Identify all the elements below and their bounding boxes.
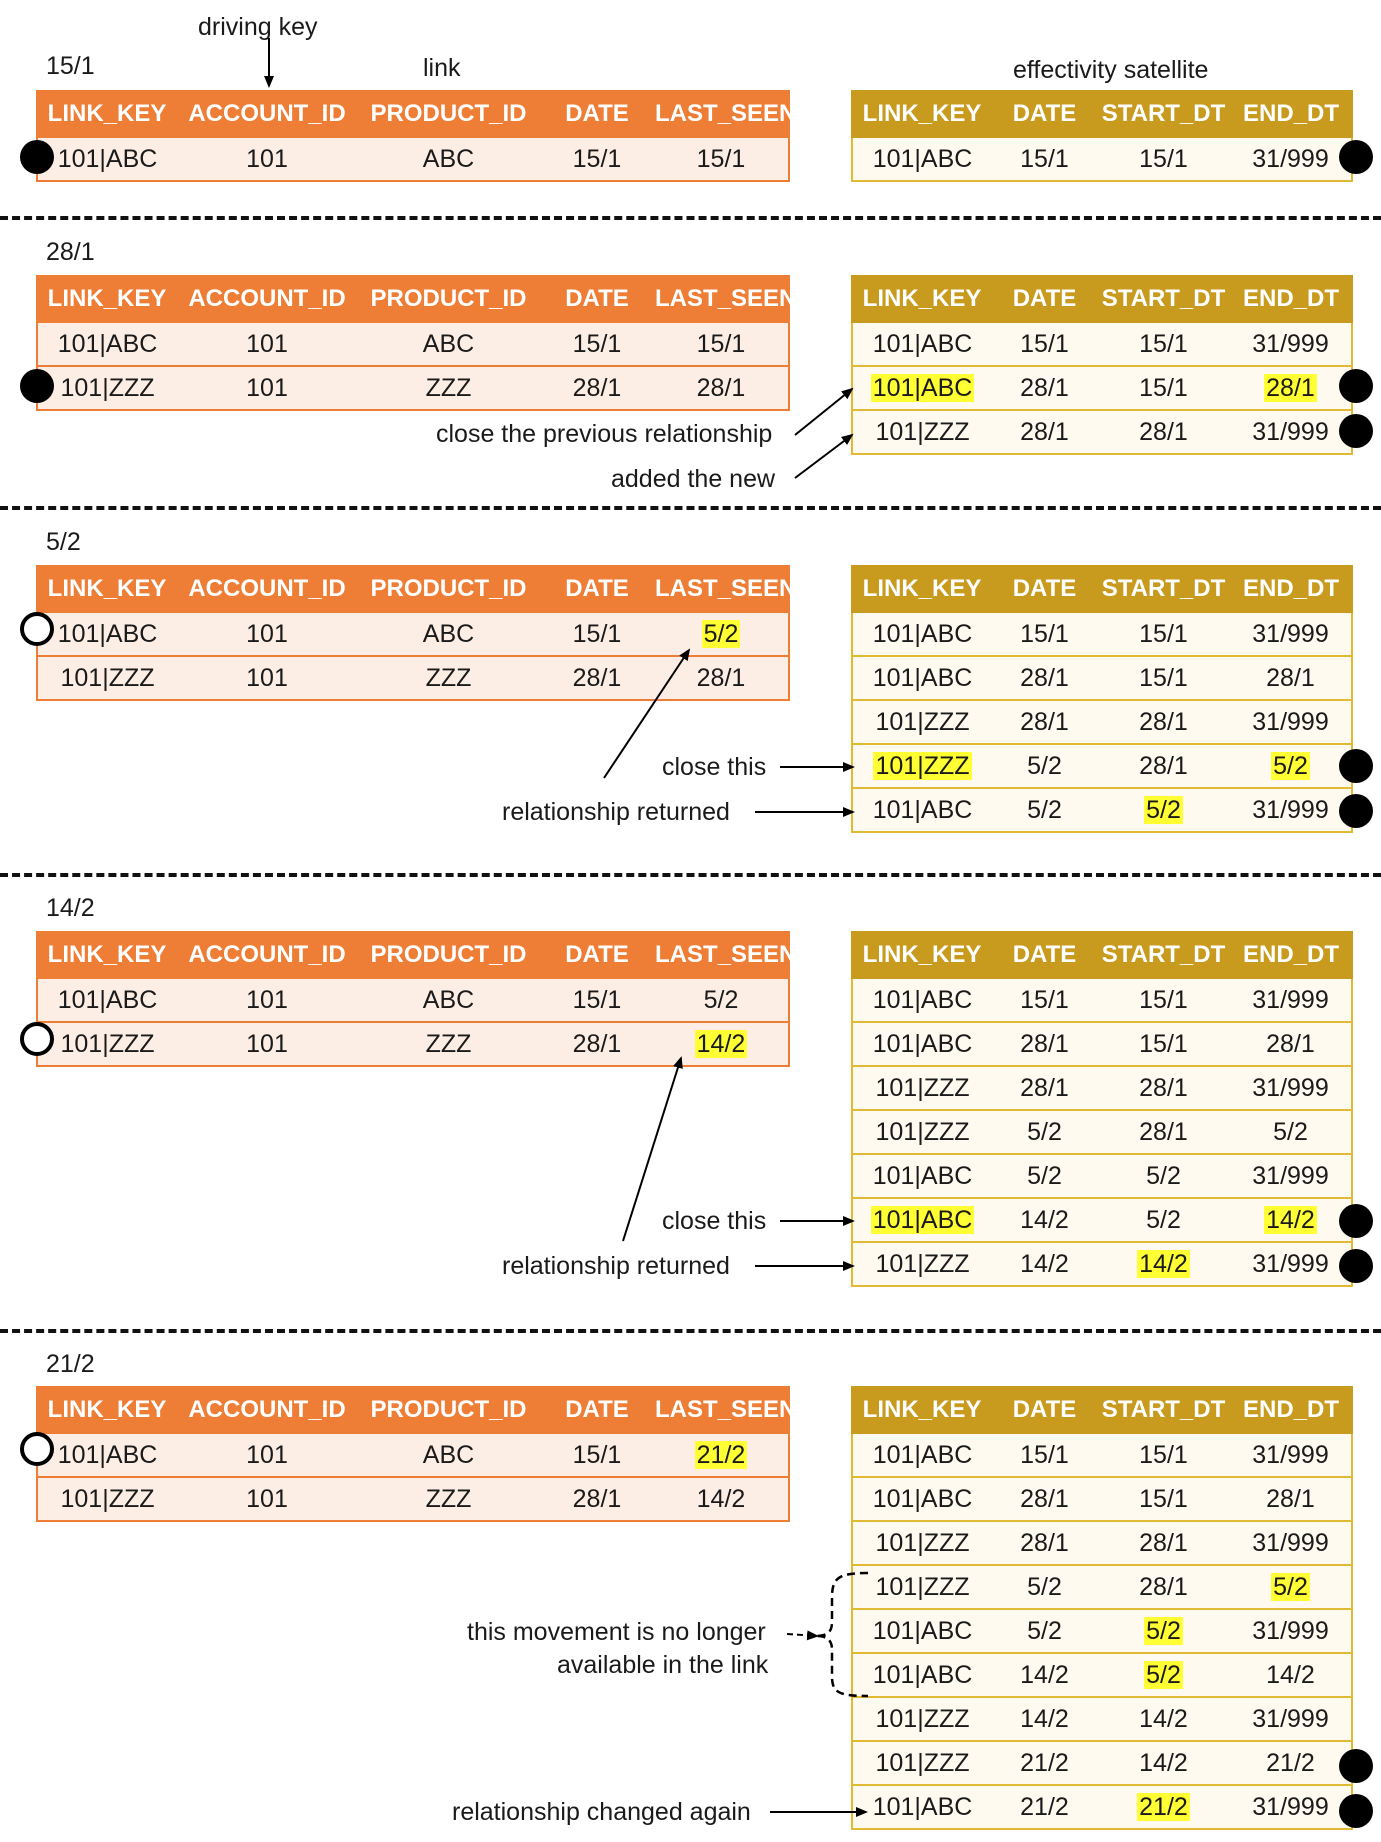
cell: 21/2 [992,1785,1097,1829]
col-product-id: PRODUCT_ID [357,1387,540,1433]
highlighted-value: 21/2 [696,1440,746,1469]
section-date-2: 28/1 [46,238,95,266]
col-link-key: LINK_KEY [852,566,992,612]
arrow-added-new [795,435,852,478]
cell: 101|ABC [37,137,177,181]
highlighted-value: 5/2 [1273,751,1308,780]
cell: 28/1 [992,366,1097,410]
cell: ABC [357,137,540,181]
col-date: DATE [540,91,654,137]
cell: 101|ZZZ [852,1565,992,1609]
cell: 28/1 [992,1477,1097,1521]
cell: 15/1 [540,612,654,656]
col-product-id: PRODUCT_ID [357,91,540,137]
cell: 15/1 [992,322,1097,366]
cell: 28/1 [540,656,654,700]
col-link-key: LINK_KEY [852,91,992,137]
cell: 101|ABC [852,1022,992,1066]
cell: 15/1 [992,612,1097,656]
col-start-dt: START_DT [1097,1387,1230,1433]
annotation-added-new: added the new [611,465,776,493]
cell: 15/1 [992,978,1097,1022]
cell: 28/1 [540,366,654,410]
cell: 5/2 [992,744,1097,788]
arrow-last-seen-5-2 [604,650,689,778]
cell: 28/1 [1230,1477,1352,1521]
cell: 14/2 [654,1477,789,1521]
cell: 14/2 [992,1653,1097,1697]
cell: 5/2 [1097,1154,1230,1198]
cell: 21/2 [1230,1741,1352,1785]
col-product-id: PRODUCT_ID [357,932,540,978]
cell: 15/1 [540,978,654,1022]
col-link-key: LINK_KEY [37,276,177,322]
col-last-seen: LAST_SEEN [654,91,789,137]
cell: 101|ZZZ [852,410,992,454]
cell: 101|ZZZ [852,1697,992,1741]
active-marker [1339,140,1373,174]
cell: ABC [357,322,540,366]
cell: 14/2 [992,1198,1097,1242]
col-date: DATE [540,1387,654,1433]
cell: 101|ABC [37,978,177,1022]
driving-key-marker-hollow [20,1022,54,1056]
cell: 101|ABC [852,1785,992,1829]
cell: 28/1 [540,1022,654,1066]
cell: 101|ZZZ [852,1110,992,1154]
col-link-key: LINK_KEY [37,91,177,137]
cell: 31/999 [1230,137,1352,181]
col-date: DATE [540,566,654,612]
arrow-last-seen-14-2 [623,1058,681,1241]
arrow-to-brace [787,1634,817,1636]
cell: 14/2 [1097,1697,1230,1741]
cell: 15/1 [992,1433,1097,1477]
section-date-5: 21/2 [46,1350,95,1378]
cell: 5/2 [992,1609,1097,1653]
col-link-key: LINK_KEY [852,276,992,322]
cell: 101|ABC [852,1433,992,1477]
active-marker [1339,1204,1373,1238]
col-date: DATE [992,276,1097,322]
cell: 101 [177,1477,357,1521]
cell: 15/1 [540,1433,654,1477]
cell: 101|ABC [852,1477,992,1521]
col-last-seen: LAST_SEEN [654,566,789,612]
cell: 101 [177,978,357,1022]
highlighted-value: 5/2 [1273,1572,1308,1601]
cell: 31/999 [1230,322,1352,366]
cell: 31/999 [1230,1521,1352,1565]
col-end-dt: END_DT [1230,566,1352,612]
cell: 101 [177,137,357,181]
col-last-seen: LAST_SEEN [654,1387,789,1433]
cell: 28/1 [654,656,789,700]
cell: 15/1 [1097,322,1230,366]
driving-key-marker [20,369,54,403]
cell: 15/1 [1097,366,1230,410]
col-product-id: PRODUCT_ID [357,276,540,322]
col-account-id: ACCOUNT_ID [177,91,357,137]
cell: 14/2 [992,1242,1097,1286]
cell: 28/1 [1097,744,1230,788]
cell: 101|ZZZ [852,1741,992,1785]
col-start-dt: START_DT [1097,276,1230,322]
cell: ZZZ [357,1022,540,1066]
cell: 5/2 [992,1154,1097,1198]
col-end-dt: END_DT [1230,91,1352,137]
cell: 101|ABC [852,1653,992,1697]
cell: 21/2 [992,1741,1097,1785]
cell: 28/1 [1097,1565,1230,1609]
cell: 5/2 [1097,1198,1230,1242]
col-end-dt: END_DT [1230,932,1352,978]
highlighted-value: 14/2 [1139,1249,1188,1278]
col-last-seen: LAST_SEEN [654,276,789,322]
cell: 28/1 [992,1022,1097,1066]
cell: 28/1 [992,1066,1097,1110]
col-link-key: LINK_KEY [37,932,177,978]
cell: 101|ZZZ [852,700,992,744]
cell: 101|ZZZ [852,1242,992,1286]
annotation-no-longer-available-1: this movement is no longer [467,1618,766,1646]
cell: 5/2 [992,788,1097,832]
col-date: DATE [540,932,654,978]
cell: 31/999 [1230,1785,1352,1829]
cell: 15/1 [540,137,654,181]
col-start-dt: START_DT [1097,91,1230,137]
cell: 15/1 [654,137,789,181]
cell: 14/2 [1230,1653,1352,1697]
cell: 28/1 [992,656,1097,700]
cell: 31/999 [1230,978,1352,1022]
cell: 28/1 [540,1477,654,1521]
col-start-dt: START_DT [1097,566,1230,612]
cell: 31/999 [1230,1609,1352,1653]
cell: 31/999 [1230,1066,1352,1110]
annotation-close-this: close this [662,1207,767,1235]
cell: 101|ABC [852,656,992,700]
col-link-key: LINK_KEY [852,932,992,978]
cell: 28/1 [1097,1066,1230,1110]
cell: 31/999 [1230,612,1352,656]
cell: 14/2 [1097,1741,1230,1785]
col-account-id: ACCOUNT_ID [177,932,357,978]
col-account-id: ACCOUNT_ID [177,276,357,322]
driving-key-marker-hollow [20,1432,54,1466]
cell: 101|ZZZ [37,656,177,700]
cell: 101|ABC [37,1433,177,1477]
cell: 31/999 [1230,1697,1352,1741]
cell: 31/999 [1230,410,1352,454]
col-date: DATE [992,932,1097,978]
col-last-seen: LAST_SEEN [654,932,789,978]
annotation-relationship-returned: relationship returned [502,1252,730,1280]
arrow-close-previous [795,389,852,435]
annotation-relationship-changed-again: relationship changed again [452,1798,751,1826]
cell: 101|ABC [852,612,992,656]
col-account-id: ACCOUNT_ID [177,1387,357,1433]
cell: ZZZ [357,656,540,700]
cell: 28/1 [654,366,789,410]
cell: 5/2 [992,1110,1097,1154]
cell: 101|ZZZ [37,1477,177,1521]
section-date-3: 5/2 [46,528,81,556]
cell: 101|ABC [37,322,177,366]
col-date: DATE [540,276,654,322]
cell: 15/1 [540,322,654,366]
cell: 15/1 [1097,1477,1230,1521]
col-date: DATE [992,1387,1097,1433]
cell: 31/999 [1230,700,1352,744]
cell: ZZZ [357,1477,540,1521]
highlighted-value: 21/2 [1139,1792,1188,1821]
cell: 5/2 [654,978,789,1022]
annotation-no-longer-available-2: available in the link [557,1651,769,1679]
cell: 101 [177,1433,357,1477]
cell: 101 [177,612,357,656]
annotation-relationship-returned: relationship returned [502,798,730,826]
cell: ABC [357,612,540,656]
cell: 15/1 [992,137,1097,181]
highlighted-value: 5/2 [1146,1660,1181,1689]
cell: 15/1 [1097,656,1230,700]
highlighted-value: 101|ABC [872,373,973,402]
cell: 28/1 [1230,656,1352,700]
cell: ZZZ [357,366,540,410]
col-link-key: LINK_KEY [37,1387,177,1433]
cell: 31/999 [1230,1242,1352,1286]
curly-brace [815,1573,868,1696]
col-end-dt: END_DT [1230,1387,1352,1433]
cell: 28/1 [1097,700,1230,744]
cell: 31/999 [1230,788,1352,832]
col-date: DATE [992,566,1097,612]
effectivity-satellite-label: effectivity satellite [1013,56,1209,84]
highlighted-value: 5/2 [1146,795,1181,824]
cell: 31/999 [1230,1433,1352,1477]
cell: 15/1 [1097,612,1230,656]
cell: 101|ABC [852,322,992,366]
cell: 101|ZZZ [37,1022,177,1066]
cell: 14/2 [992,1697,1097,1741]
cell: 28/1 [1230,1022,1352,1066]
cell: 101|ZZZ [852,1521,992,1565]
cell: 28/1 [1097,1521,1230,1565]
cell: 101|ZZZ [37,366,177,410]
col-link-key: LINK_KEY [37,566,177,612]
cell: 101|ABC [37,612,177,656]
highlighted-value: 101|ABC [872,1205,973,1234]
cell: 15/1 [1097,978,1230,1022]
active-marker [1339,1249,1373,1283]
cell: 15/1 [1097,137,1230,181]
driving-key-label: driving key [198,13,318,41]
cell: 28/1 [992,1521,1097,1565]
cell: 101|ABC [852,1609,992,1653]
col-account-id: ACCOUNT_ID [177,566,357,612]
active-marker [1339,414,1373,448]
cell: 101 [177,322,357,366]
col-product-id: PRODUCT_ID [357,566,540,612]
highlighted-value: 28/1 [1266,373,1315,402]
active-marker [1339,794,1373,828]
cell: 101|ABC [852,137,992,181]
annotation-close-this: close this [662,753,767,781]
section-date-4: 14/2 [46,894,95,922]
driving-key-marker-hollow [20,612,54,646]
link-label: link [423,54,461,82]
cell: ABC [357,1433,540,1477]
col-link-key: LINK_KEY [852,1387,992,1433]
section-date-1: 15/1 [46,52,95,80]
cell: 101|ABC [852,788,992,832]
cell: 31/999 [1230,1154,1352,1198]
active-marker [1339,749,1373,783]
cell: 28/1 [1097,1110,1230,1154]
highlighted-value: 5/2 [703,619,739,648]
cell: 101|ZZZ [852,1066,992,1110]
highlighted-value: 14/2 [1266,1205,1315,1234]
col-start-dt: START_DT [1097,932,1230,978]
cell: 15/1 [1097,1433,1230,1477]
cell: 101 [177,656,357,700]
cell: 101|ABC [852,1154,992,1198]
cell: ABC [357,978,540,1022]
active-marker [1339,1794,1373,1828]
cell: 101 [177,366,357,410]
cell: 101|ABC [852,978,992,1022]
active-marker [1339,1749,1373,1783]
highlighted-value: 14/2 [696,1029,746,1058]
col-end-dt: END_DT [1230,276,1352,322]
cell: 5/2 [992,1565,1097,1609]
cell: 28/1 [1097,410,1230,454]
cell: 5/2 [1230,1110,1352,1154]
highlighted-value: 5/2 [1146,1616,1181,1645]
highlighted-value: 101|ZZZ [875,751,970,780]
cell: 28/1 [992,700,1097,744]
cell: 15/1 [1097,1022,1230,1066]
active-marker [1339,369,1373,403]
driving-key-marker [20,140,54,174]
col-date: DATE [992,91,1097,137]
annotation-close-previous: close the previous relationship [436,420,773,448]
cell: 28/1 [992,410,1097,454]
cell: 101 [177,1022,357,1066]
cell: 15/1 [654,322,789,366]
